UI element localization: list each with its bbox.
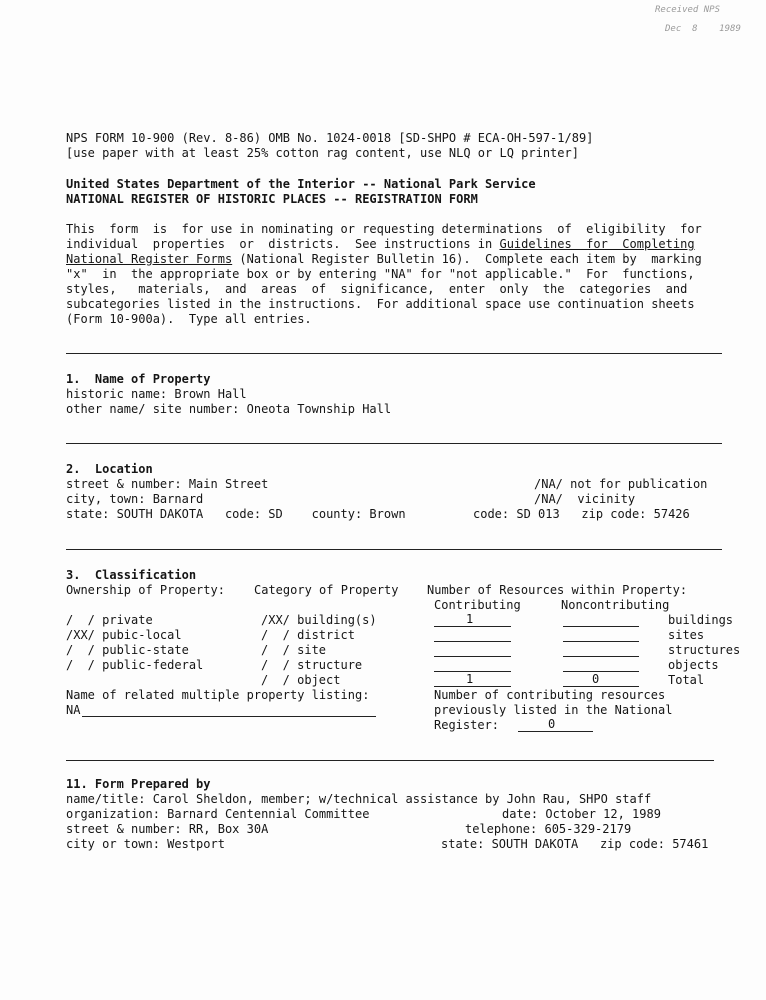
resource-type: sites bbox=[668, 628, 705, 642]
noncontributing-heading: Noncontributing bbox=[561, 598, 670, 612]
telephone: telephone: 605-329-2179 bbox=[465, 822, 632, 836]
form-title: NATIONAL REGISTER OF HISTORIC PLACES -- REGISTRATION FORM bbox=[66, 192, 478, 206]
not-for-publication: /NA/ not for publication bbox=[534, 477, 708, 491]
ownership-option: /XX/ pubic-local bbox=[66, 628, 182, 642]
section-divider bbox=[66, 353, 722, 354]
related-listing-label: Name of related multiple property listing: bbox=[66, 688, 370, 702]
previously-listed-label: Number of contributing resources bbox=[434, 688, 666, 702]
category-option: / / district bbox=[261, 628, 355, 642]
ownership-option: / / private bbox=[66, 613, 153, 627]
received-stamp-line2: Dec 8 1989 bbox=[665, 24, 741, 34]
category-option: / / object bbox=[261, 673, 341, 687]
intro-line: "x" in the appropriate box or by entering "NA" for "not applicable." For functions, bbox=[66, 267, 695, 281]
resource-type: structures bbox=[668, 643, 741, 657]
intro-line bbox=[66, 237, 695, 252]
prepared-date: date: October 12, 1989 bbox=[502, 807, 661, 821]
organization: organization: Barnard Centennial Committee bbox=[66, 807, 370, 821]
ownership-heading: Ownership of Property: bbox=[66, 583, 225, 597]
resources-heading: Number of Resources within Property: bbox=[427, 583, 688, 597]
noncontrib-blank bbox=[563, 686, 639, 687]
other-name: other name/ site number: Oneota Township Hall bbox=[66, 402, 392, 416]
preparer-street: street & number: RR, Box 30A bbox=[66, 822, 269, 836]
guidelines-title: Guidelines for Completing bbox=[499, 237, 695, 251]
agency-heading: United States Department of the Interior -- National Park Service bbox=[66, 177, 536, 191]
vicinity: /NA/ vicinity bbox=[534, 492, 636, 506]
noncontrib-blank bbox=[563, 641, 639, 642]
received-stamp-line1: Received NPS bbox=[655, 5, 721, 15]
noncontrib-blank bbox=[563, 671, 639, 672]
intro-line: (Form 10-900a). Type all entries. bbox=[66, 312, 312, 326]
contrib-buildings-value: 1 bbox=[466, 612, 474, 626]
form-number-line: NPS FORM 10-900 (Rev. 8-86) OMB No. 1024-0018 [SD-SHPO # ECA-OH-597-1/89] bbox=[66, 131, 594, 145]
resource-type: Total bbox=[668, 673, 705, 687]
category-option: /XX/ building(s) bbox=[261, 613, 377, 627]
section-1-heading: 1. Name of Property bbox=[66, 372, 211, 386]
previously-listed-blank bbox=[518, 731, 593, 732]
intro-line bbox=[66, 252, 702, 267]
guidelines-title-cont: National Register Forms bbox=[66, 252, 233, 266]
previously-listed-label: previously listed in the National bbox=[434, 703, 673, 717]
section-2-heading: 2. Location bbox=[66, 462, 153, 476]
intro-text: individual properties or districts. See instructions in bbox=[66, 237, 500, 251]
category-option: / / structure bbox=[261, 658, 363, 672]
section-divider bbox=[66, 443, 722, 444]
section-divider bbox=[66, 760, 714, 761]
related-listing-value: NA bbox=[66, 703, 81, 717]
category-heading: Category of Property bbox=[254, 583, 399, 597]
preparer-city: city or town: Westport bbox=[66, 837, 225, 851]
section-11-heading: 11. Form Prepared by bbox=[66, 777, 211, 791]
state-county: state: SOUTH DAKOTA code: SD county: Brown bbox=[66, 507, 406, 521]
street-number: street & number: Main Street bbox=[66, 477, 269, 491]
contrib-blank bbox=[434, 641, 511, 642]
ownership-option: / / public-federal bbox=[66, 658, 204, 672]
contributing-heading: Contributing bbox=[434, 598, 521, 612]
intro-line: subcategories listed in the instructions. For additional space use continuation sheets bbox=[66, 297, 695, 311]
noncontrib-blank bbox=[563, 626, 639, 627]
category-option: / / site bbox=[261, 643, 327, 657]
intro-line: This form is for use in nominating or requesting determinations of eligibility for bbox=[66, 222, 702, 236]
codes-zip: code: SD 013 zip code: 57426 bbox=[473, 507, 690, 521]
contrib-blank bbox=[434, 656, 511, 657]
city-town: city, town: Barnard bbox=[66, 492, 204, 506]
section-divider bbox=[66, 549, 722, 550]
paper-instruction-line: [use paper with at least 25% cotton rag content, use NLQ or LQ printer] bbox=[66, 146, 579, 160]
preparer-state-zip: state: SOUTH DAKOTA zip code: 57461 bbox=[441, 837, 709, 851]
preparer-name: name/title: Carol Sheldon, member; w/technical assistance by John Rau, SHPO staff bbox=[66, 792, 652, 806]
contrib-total-value: 1 bbox=[466, 672, 474, 686]
previously-listed-label: Register: bbox=[434, 718, 500, 732]
noncontrib-blank bbox=[563, 656, 639, 657]
intro-line: styles, materials, and areas of significance, enter only the categories and bbox=[66, 282, 688, 296]
resource-type: buildings bbox=[668, 613, 734, 627]
section-3-heading: 3. Classification bbox=[66, 568, 197, 582]
previously-listed-value: 0 bbox=[548, 717, 556, 731]
historic-name: historic name: Brown Hall bbox=[66, 387, 247, 401]
noncontrib-total-value: 0 bbox=[592, 672, 600, 686]
intro-text: (National Register Bulletin 16). Complete each item by marking bbox=[232, 252, 702, 266]
resource-type: objects bbox=[668, 658, 719, 672]
ownership-option: / / public-state bbox=[66, 643, 189, 657]
related-listing-blank bbox=[82, 716, 376, 717]
